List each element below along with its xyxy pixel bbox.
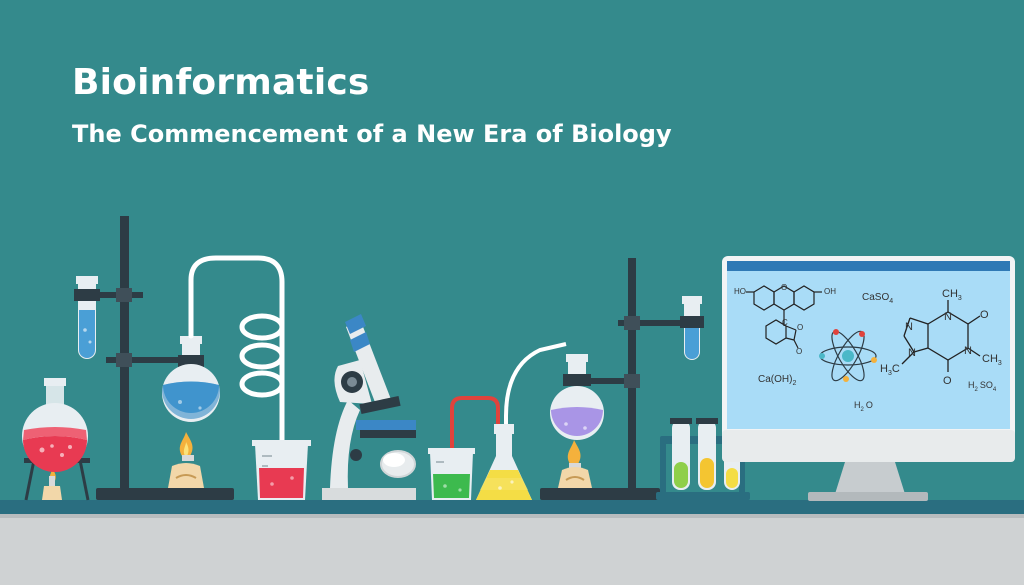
caf-o1: O: [980, 309, 989, 321]
caf-ch3-top: $CH_3$: [942, 288, 962, 302]
right-blue-test-tube: [680, 296, 704, 360]
h2o-o: O: [865, 400, 873, 410]
microscope: [322, 314, 416, 500]
caso4-sub: 4: [889, 298, 894, 305]
caf-ch3-right: $CH_3$: [982, 353, 1002, 367]
caf-n3: N: [964, 345, 972, 357]
fluor-o-bottom-label: O: [796, 347, 803, 356]
caoh2-sub: 2: [792, 380, 797, 387]
caf-n4: N: [908, 347, 916, 359]
red-beaker: [252, 440, 311, 500]
fluor-c-label: C: [782, 318, 788, 327]
h2so4-sub: 2: [974, 387, 978, 393]
coiled-glass-tube: [191, 258, 282, 450]
h2o-sub: 2: [860, 407, 864, 413]
page-title: Bioinformatics: [72, 62, 370, 103]
fluor-o-top-label: O: [781, 283, 788, 292]
caf-n1: N: [905, 321, 913, 333]
h2o-h: H: [854, 400, 861, 410]
blue-test-tube: [74, 276, 100, 359]
caf-h3c: $H_3C$: [880, 363, 900, 377]
caf-o2: O: [943, 375, 952, 387]
h2so4-h: H: [968, 380, 975, 390]
red-round-flask: [22, 378, 90, 500]
caoh2-main: Ca(OH): [758, 374, 793, 385]
h2so4-sub2: 4: [992, 387, 997, 393]
purple-round-flask: [550, 354, 604, 488]
h2so4-rest: SO: [979, 380, 993, 390]
fluor-oh-label: OH: [824, 287, 836, 296]
fluor-o-ring-label: O: [797, 323, 804, 332]
lab-bench: [0, 500, 1024, 585]
page-subtitle: The Commencement of a New Era of Biology: [72, 120, 672, 148]
fluor-ho-label: HO: [734, 287, 746, 296]
caso4-main: CaSO: [862, 292, 890, 303]
caf-n2: N: [944, 311, 952, 323]
